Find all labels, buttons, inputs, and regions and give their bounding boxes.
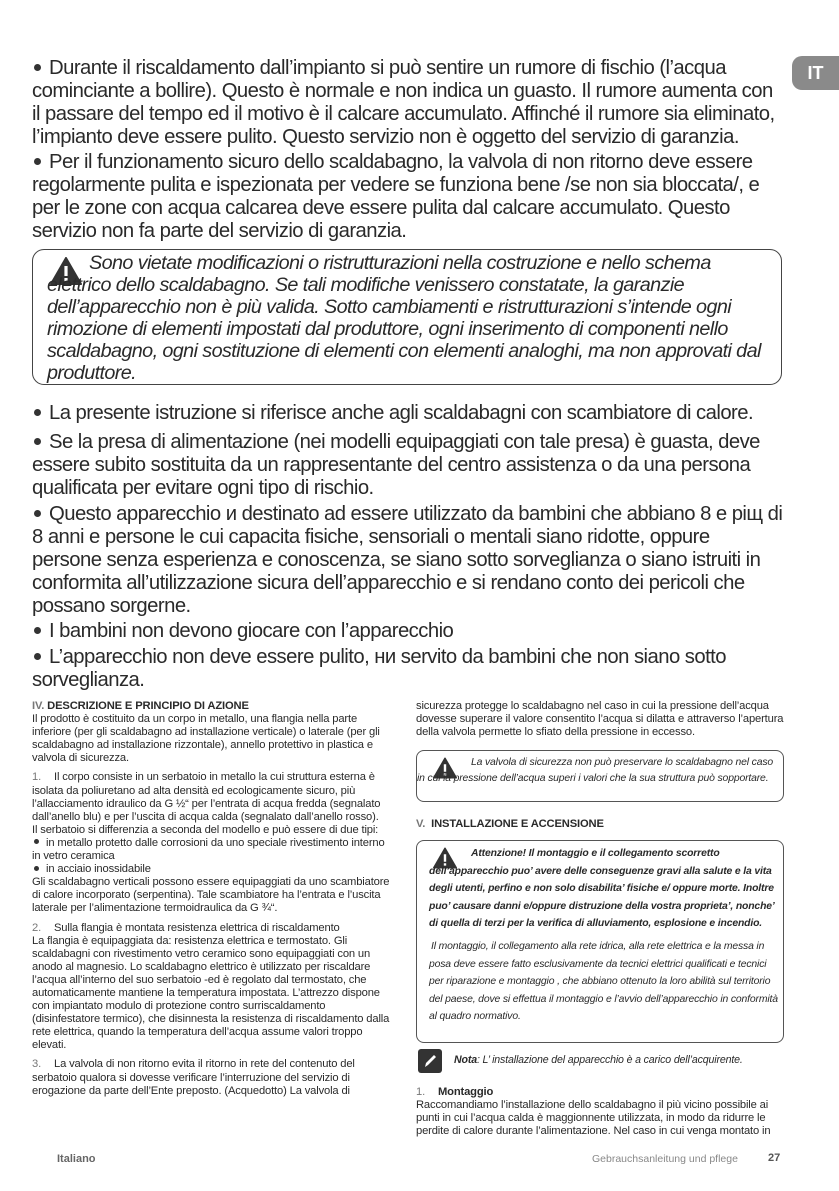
note-box bbox=[416, 1048, 784, 1074]
right-column-bottom bbox=[416, 1086, 786, 1138]
bullet-text: L’apparecchio non deve essere pulito, ни servito da bambini che non siano sotto sorveglianza. bbox=[32, 646, 726, 691]
paragraph: Il serbatoio si differenzia a seconda del modello e può essere di due tipi: bbox=[32, 823, 379, 836]
bullet-dot bbox=[34, 438, 41, 445]
list-item: in acciaio inossidabile bbox=[32, 863, 394, 876]
bullet-text: Se la presa di alimentazione (nei modelli equipaggiati con tale presa) è guasta, deve essere subito sostituita da un rappresentante del centro assistenza o da una persona qualificata per evitare ogni tipo di rischio. bbox=[32, 431, 760, 499]
paragraph: La flangia è equipaggiata da: resistenza elettrica e termostato. Gli scaldabagni con rivestimento vetro ceramico sono equipaggiati con un anodo al magnesio. Lo scaldabagno elettrico è utilizzato per riscaldare l’acqua all’interno del suo serbatoio -ed è regolato dal termostato, che automaticamente mantiene la temperatura impostata. L’attrezzo dispone con impiantato modulo di protezione contro surriscaldamento (disinfestatore termico), che disinnesta la resistenza di riscaldamento dalla rete elettrica, quando la temperatura dell’acqua assume valori troppo elevati. bbox=[32, 934, 390, 1052]
paragraph: Gli scaldabagno verticali possono essere equipaggiati da uno scambiatore di calore incorporato (serpentina). Tale scambiatore ha l’entrata e l’uscita laterale per l’alimentazione termoidraulica da G ¾“. bbox=[32, 876, 390, 915]
pencil-icon bbox=[418, 1049, 442, 1073]
bullet-text: Durante il riscaldamento dall’impianto si può sentire un rumore di fischio (l’acqua cominciante a bollire). Questo è normale e non indica un guasto. Il rumore aumenta con il passare del tempo ed il motivo è il calcare accumulato. Affinché il rumore sia eliminato, l’impianto deve essere pulito. Questo servizio non è oggetto del servizio di garanzia. bbox=[32, 57, 775, 148]
warning-box-small bbox=[416, 750, 784, 802]
paragraph: 1. Il corpo consiste in un serbatoio in metallo la cui struttura esterna è isolata da poliuretano ad alta densità ed ecologicamente sicuro, più l’allacciamento idraulico da G ½“ per l’entrata di acqua fredda (segnalato dall’anello blu) e per l’uscita di acqua calda (segnalato dall’anello rosso). bbox=[32, 771, 381, 823]
paragraph: sicurezza protegge lo scaldabagno nel caso in cui la pressione dell’acqua dovesse superare il valore consentito l’acqua si dilatta e attraverso l’apertura della valvola permette lo sfiato della pressione in eccesso. bbox=[416, 700, 784, 739]
bullet-paragraph bbox=[32, 646, 784, 692]
left-column bbox=[32, 700, 394, 1098]
list-item: in metallo protetto dalle corrosioni da uno speciale rivestimento interno in vetro ceramica bbox=[32, 836, 385, 863]
warning-text: La valvola di sicurezza non può preservare lo scaldabagno nel caso in cui la pressione dell’acqua superi i valori che la sua struttura può sopportare. bbox=[417, 757, 774, 784]
bullet-dot bbox=[34, 510, 41, 517]
subheading: 1. Montaggio bbox=[416, 1086, 494, 1098]
bullet-text: Questo apparecchio и destinato ad essere utilizzato da bambini che abbiano 8 e рiщ di 8 anni e persone le cui capacita fisiche, sensoriali o mentali siano ridotte, oppure persone senza esperienza e conoscenza, se siano sotto sorveglianza o siano istruiti in conformita all’utilizzazione sicura dell’apparecchio e si rendano conto dei pericoli che possano sorgerne. bbox=[32, 503, 783, 617]
warning-text: Sono vietate modificazioni o ristrutturazioni nella costruzione e nello schema elettrico dello scaldabagno. Se tali modifiche venissero constatate, la garanzie dell’apparecchio non è più valida. Sotto cambiamenti e ristrutturazioni s’intende ogni rimozione di elementi impostati dal produttore, ogni inserimento di componenti nello scaldabagno, ogni sostituzione di elementi con elementi analoghi, ma non approvati dal produttore. bbox=[47, 252, 761, 384]
bullet-dot bbox=[34, 409, 41, 416]
warning-bold-text: Attenzione! Il montaggio e il collegamento scorretto dell’apparecchio puo’ avere delle conseguenze gravi alla salute e la vita degli utenti, perfino e non solo disabilita’ fisiche e/ oppure morte. Inoltre puo’ causare danni e/oppure distruzione della vostra proprieta’, nonche’ di quella di terzi per la verifica di alluviamento, esplosione e incendio. bbox=[429, 848, 775, 929]
bullet-paragraph bbox=[32, 151, 784, 243]
bullet-dot bbox=[34, 627, 41, 634]
paragraph: 2. Sulla flangia è montata resistenza elettrica di riscaldamento bbox=[32, 921, 340, 934]
bullet-paragraph bbox=[32, 402, 784, 425]
footer-manual-title: Gebrauchsanleitung und pflege bbox=[592, 1153, 738, 1165]
page-number: 27 bbox=[768, 1152, 781, 1164]
warning-box bbox=[32, 249, 782, 385]
bullet-paragraph bbox=[32, 431, 784, 500]
bullet-text: Per il funzionamento sicuro dello scaldabagno, la valvola di non ritorno deve essere regolarmente pulita e ispezionata per vedere se funziona bene /se non sia bloccata/, e per le zone con acqua calcarea deve essere pulita dal calcare accumulato. Questo servizio non fa parte del servizio di garanzia. bbox=[32, 151, 760, 242]
note-text: Nota: L’ installazione del apparecchio è a carico dell’acquirente. bbox=[454, 1054, 743, 1066]
bullet-dot bbox=[34, 158, 41, 165]
bullet-paragraph bbox=[32, 503, 784, 618]
section-heading: IV. DESCRIZIONE E PRINCIPIO DI AZIONE bbox=[32, 700, 249, 712]
bullet-paragraph bbox=[32, 620, 784, 643]
warning-text: Il montaggio, il collegamento alla rete idrica, alla rete elettrica e la messa in posa deve essere fatto esclusivamente da tecnici elettrici qualificati e tecnici per riparazione e montaggio , che abbiano ottenuto la loro abilità sul territorio del paese, dove si effettua il montaggio e l’avvio dell’apparecchio in conformità al quadro normativo. bbox=[429, 941, 778, 1022]
bullet-dot bbox=[34, 64, 41, 71]
bullet-dot bbox=[34, 653, 41, 660]
paragraph: Raccomandiamo l’installazione dello scaldabagno il più vicino possibile ai punti in cui l’acqua calda è maggionnente utilizzata, in modo da ridurre le perdite di calore durante l’alimentazione. Nel caso in cui venga montato in bbox=[416, 1099, 771, 1138]
language-tab: IT bbox=[792, 56, 839, 90]
bullet-paragraph bbox=[32, 57, 784, 149]
right-column-top bbox=[416, 700, 786, 739]
footer-language: Italiano bbox=[57, 1153, 96, 1165]
bullet-text: I bambini non devono giocare con l’apparecchio bbox=[49, 620, 454, 642]
section-heading: V. INSTALLAZIONE E ACCENSIONE bbox=[416, 818, 604, 830]
paragraph: Il prodotto è costituito da un corpo in metallo, una flangia nella parte inferiore (per gli scaldabagno ad installazione verticale) o laterale (per gli scaldabagno ad installazione rizzontale), annello protettivo in plastica e valvola di sicurezza. bbox=[32, 713, 380, 765]
warning-box-installation bbox=[416, 840, 784, 1043]
bullet-text: La presente istruzione si riferisce anche agli scaldabagni con scambiatore di calore. bbox=[49, 402, 754, 424]
paragraph: 3. La valvola di non ritorno evita il ritorno in rete del contenuto del serbatoio qualora si dovesse verificare l’interruzione del servizio di erogazione da parte dell’Ente preposto. (Acquedotto) La valvola di bbox=[32, 1058, 355, 1097]
